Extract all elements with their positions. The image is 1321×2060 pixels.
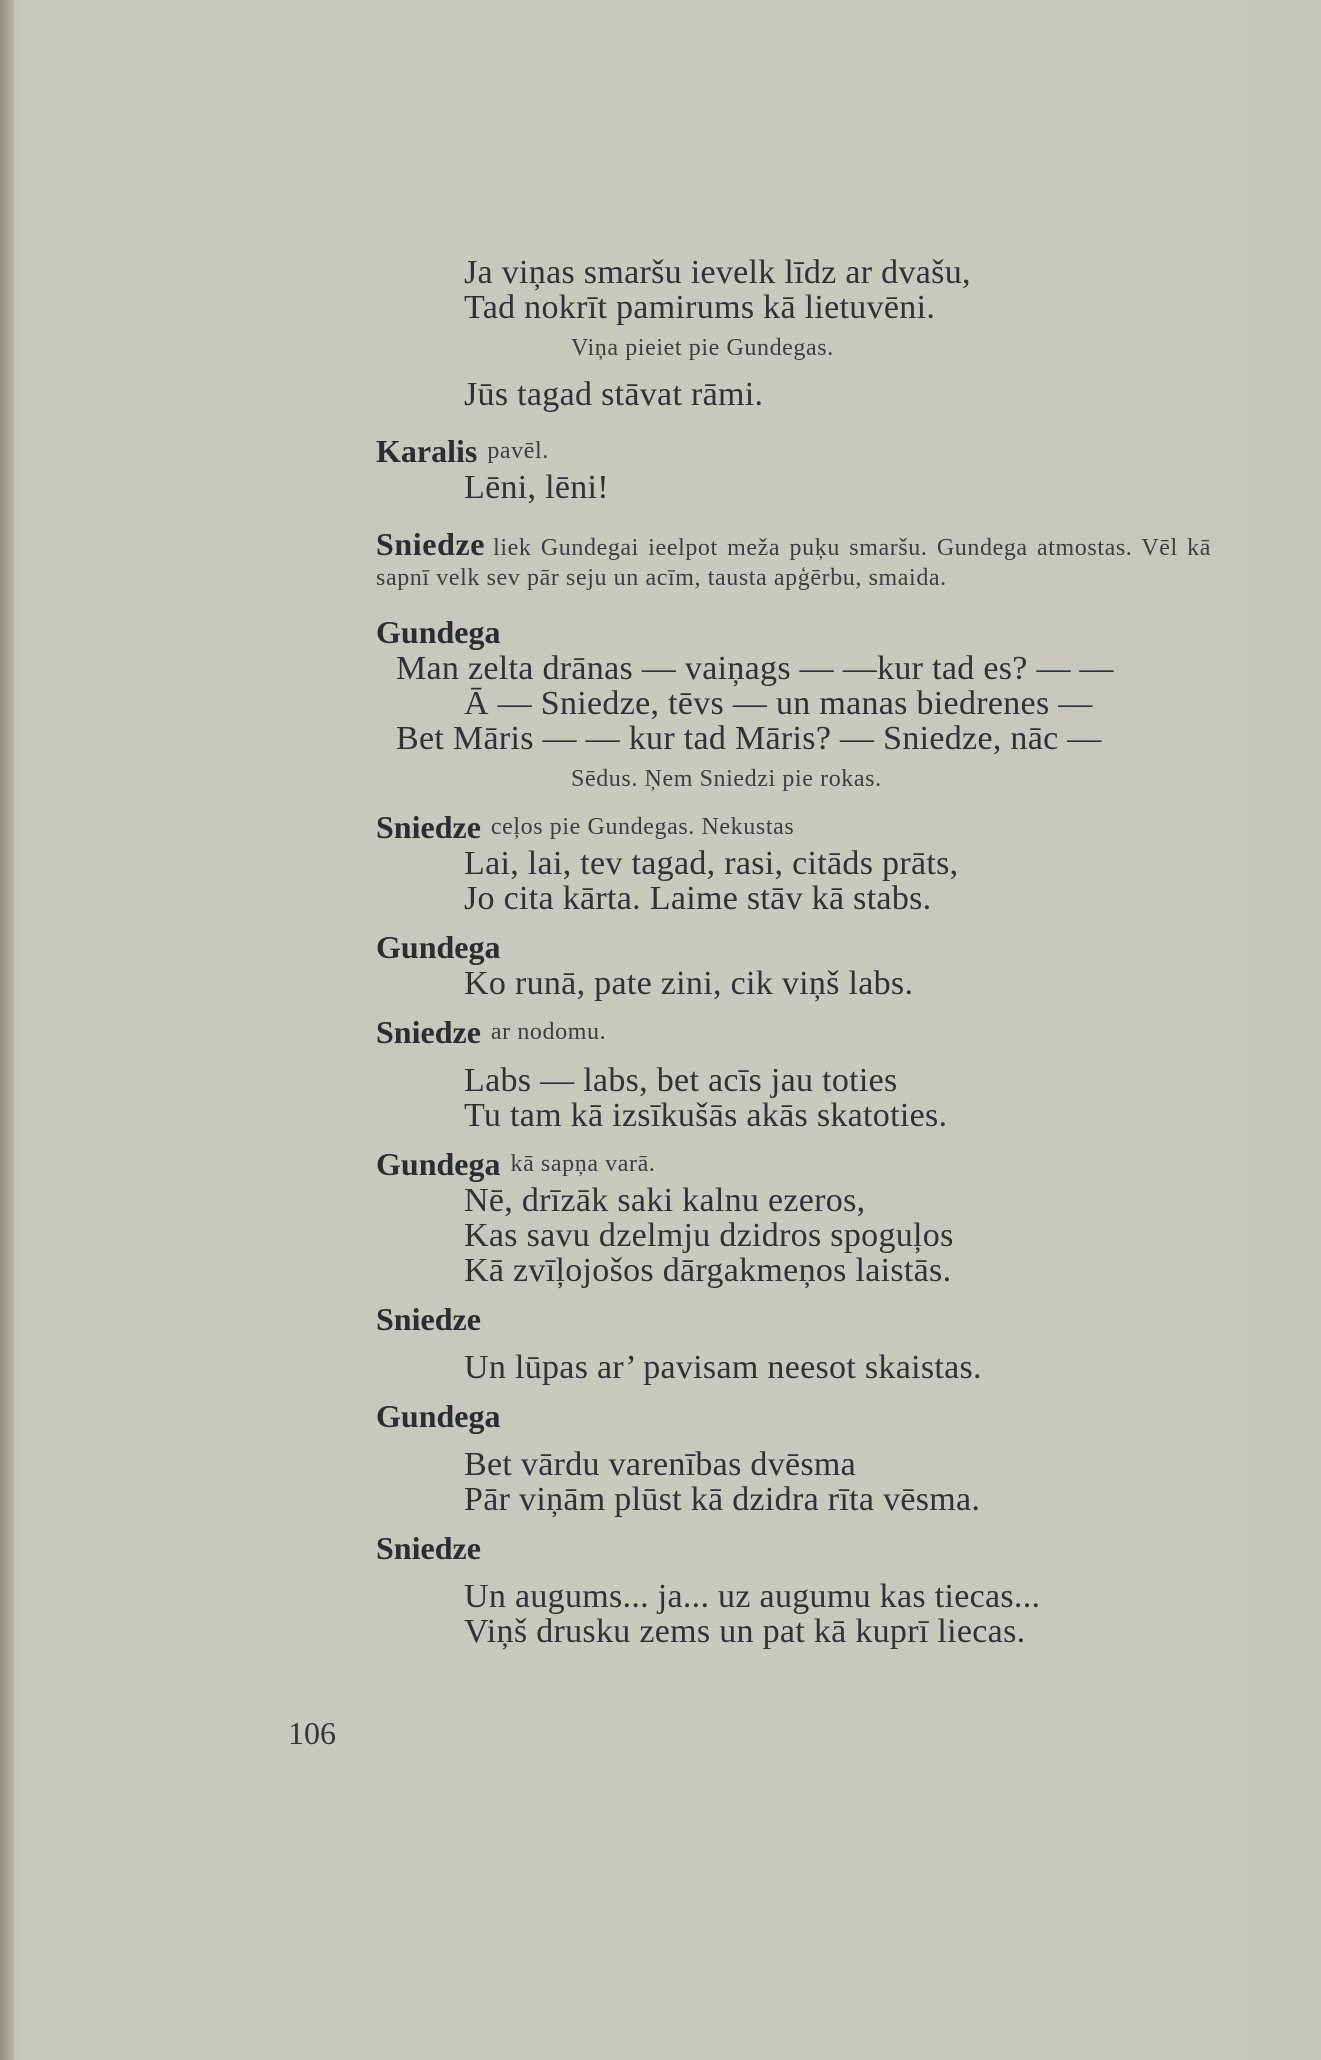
stage-direction: liek Gundegai ieelpot meža puķu smaršu. Gundega atmostas. Vēl kā sapnī velk sev pār seju un acīm, tausta apģērbu, smaida. xyxy=(376,535,1211,591)
verse-line: Viņš drusku zems un pat kā kuprī liecas. xyxy=(464,1613,1026,1650)
speaker-name: Sniedze xyxy=(376,1301,481,1337)
speaker-name: Gundega xyxy=(376,929,501,965)
speaker-label: Sniedze xyxy=(376,526,486,562)
verse-line: Pār viņām plūst kā dzidra rīta vēsma. xyxy=(464,1481,981,1518)
verse-line: Ā — Sniedze, tēvs — un manas biedrenes — xyxy=(464,685,1093,722)
page-number: 106 xyxy=(288,1715,336,1751)
speaker-name: Gundega xyxy=(376,614,501,650)
verse-line: Nē, drīzāk saki kalnu ezeros, xyxy=(464,1182,866,1219)
stage-direction: Sēdus. Ņem Sniedzi pie rokas. xyxy=(571,766,882,792)
page-edge xyxy=(0,0,14,2060)
speaker-name: Sniedze xyxy=(376,1530,481,1566)
verse-line: Ja viņas smaršu ievelk līdz ar dvašu, xyxy=(464,254,971,291)
verse-line: Bet Māris — — kur tad Māris? — Sniedze, nāc — xyxy=(396,720,1102,757)
verse-line: Lai, lai, tev tagad, rasi, citāds prāts, xyxy=(464,845,959,882)
stage-direction: kā sapņa varā. xyxy=(510,1151,656,1177)
verse-line: Jūs tagad stāvat rāmi. xyxy=(464,376,764,413)
stage-direction: Viņa pieiet pie Gundegas. xyxy=(571,335,834,361)
page-text xyxy=(376,255,1236,1649)
speaker-name xyxy=(376,1013,1236,1051)
stage-block xyxy=(376,525,1211,593)
speaker-name xyxy=(376,432,1236,470)
verse-line: Labs — labs, bet acīs jau toties xyxy=(464,1062,898,1099)
verse-line: Tad nokrīt pamirums kā lietuvēni. xyxy=(464,289,936,326)
speaker-name xyxy=(376,808,1236,846)
verse-line: Lēni, lēni! xyxy=(464,469,609,506)
verse-line: Un lūpas ar’ pavisam neesot skaistas. xyxy=(464,1349,982,1386)
speaker-label: Sniedze xyxy=(376,809,481,845)
stage-direction: ceļos pie Gundegas. Nekustas xyxy=(490,814,795,840)
verse-line: Jo cita kārta. Laime stāv kā stabs. xyxy=(464,880,932,917)
speaker-label: Sniedze xyxy=(376,1014,481,1050)
stage-direction: ar nodomu. xyxy=(490,1019,607,1045)
speaker-name xyxy=(376,1145,1236,1183)
verse-line: Bet vārdu varenības dvēsma xyxy=(464,1446,857,1483)
verse-line: Kas savu dzelmju dzidros spoguļos xyxy=(464,1217,954,1254)
speaker-label: Gundega xyxy=(376,1146,501,1182)
speaker-label: Karalis xyxy=(376,433,478,469)
speaker-name: Gundega xyxy=(376,1398,501,1434)
verse-line: Man zelta drānas — vaiņags — —kur tad es? — — xyxy=(396,650,1114,687)
verse-line: Un augums... ja... uz augumu kas tiecas... xyxy=(464,1578,1041,1615)
verse-line: Kā zvīļojošos dārgakmeņos laistās. xyxy=(464,1252,952,1289)
verse-line: Ko runā, pate zini, cik viņš labs. xyxy=(464,965,914,1002)
stage-direction: pavēl. xyxy=(487,438,549,464)
verse-line: Tu tam kā izsīkušās akās skatoties. xyxy=(464,1097,948,1134)
